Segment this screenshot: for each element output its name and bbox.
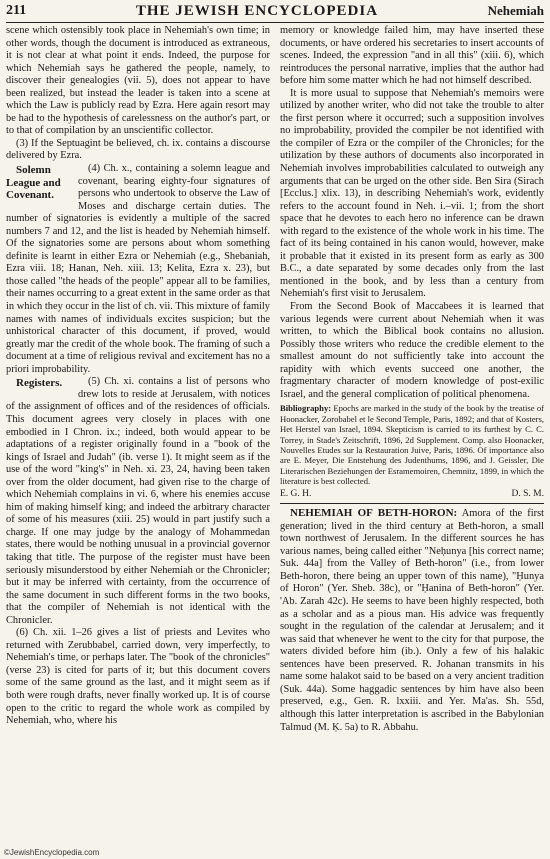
running-header — [6, 0, 544, 23]
sidenote-solemn-league: Solemn League and Covenant. — [6, 164, 61, 202]
bibliography-text: Epochs are marked in the study of the book by the treatise of Hoonacker, Zorobabel et le Second Temple, Paris, 1892; and that of Kosters, Het Herstel van Israel, 1894. Skepticism is carried to its furthest by C. C. Torrey, in Stade's Zeitschrift, 1896, 2d Supplement. Comp. also Hoonacker, Nouvelles Etudes sur la Restauration Juive, Paris, 1896. Of importance also are E. Meyer, Die Entstehung des Judenthums, 1896, and J. Geissler, Die Literarischen Beziehungen der Esramemoiren, Chemnitz, 1899, in which the literature is best collected. — [280, 403, 544, 487]
article-heading: NEHEMIAH OF BETH-HORON: — [290, 507, 458, 520]
footer-credit[interactable]: ©JewishEncyclopedia.com — [4, 848, 100, 857]
paragraph: It is more usual to suppose that Nehemiah's memoirs were utilized by another writer, who did not take the trouble to alter the first person where it occurred; such a supposition involves no improbability, provided the compiler be not identified with the compiler of Ezra or the compiler of the Chronicles; for the utilization by these authors of documents also incorporated in Nehemiah involves improbabilities calculated to outweigh any arguments that can be urged on the other side. Ben Sira (Sirach [Ecclus.] xlix. 13), in describing Nehemiah's work, evidently refers to the account found in Neh. i.–vii. 1; from the short space that he devotes to each hero no inference can be drawn with regard to the existence of the whole work in his time. The fact of its being contained in his canon would, however, make it probable that it existed in its present form as early as 300 B.C., a date separated by some decades only from the last mentioned in the book, and by less than a century from Nehemiah's first visit to Jerusalem. — [280, 87, 544, 300]
bibliography — [280, 403, 544, 486]
page-number: 211 — [6, 3, 27, 18]
divider — [280, 503, 544, 504]
bibliography-label: Bibliography: — [280, 403, 332, 414]
paragraph: (6) Ch. xii. 1–26 gives a list of priests and Levites who returned with Zerubbabel, carried down, very imperfectly, to Nehemiah's time, or perhaps later. The "book of the chronicles" (verse 23) is cited for parts of it; but this document covers some of the same ground as the last, and it might seem as if both were rough drafts, never finally worked up. It is of course open to the critic to regard the whole work as compiled by Nehemiah, who, where his — [6, 627, 270, 727]
paragraph-text: (5) Ch. xi. contains a list of persons who drew lots to reside at Jerusalem, with notices of the assignment of offices and of the residences of officials. This document agrees very closely in places with one embodied in I Chron. ix.; indeed, both would appear to be adaptations of a register originally found in a "book of the kings of Israel and Judah" (ib. verse 1). It might seem as if the use of the word "king's" in Neh. xi. 23, 24, having been taken over from the older document, had given rise to the charge of which Nehemiah complains in vi. 6, where his enemies accuse him of making himself king; and indeed the arbitrary character of some of his measures (xiii. 25) would in part justify such a charge. If one may judge by the analogy of Mohammedan states, there would be nothing unusual in a provincial governor taking that title. The purpose of the register must have been seriously misunderstood by either Nehemiah or the Chronicler; but it may be inferred with certainty, from the occurrence of the same document in such different forms in the two books, that the compiler of Nehemiah is not identical with the Chronicler. — [6, 376, 270, 626]
paragraph-text: (4) Ch. x., containing a solemn league and covenant, bearing eighty-four signatures of persons who undertook to observe the Law of Moses and discharge certain duties. The number of signatories is evidently a multiple of the sacred numbers 7 and 12, and the list is headed by Nehemiah himself. Of the signatories some are persons about whom something definite is learnt in either Ezra or Nehemiah (e.g., Shebaniah, Ezra viii. 18; Hanan, Neh. xiii. 13; Kelita, Ezra x. 23), but those called "the heads of the people" appear all to be families, their names occurring to a great extent in the same order as that in which they occur in the list of ch. vii. This mixture of family names with names of individuals excites suspicion; but the unhistorical character of this document, if proved, would greatly mar the credit of the whole book. The framing of such a document at a time of religious revival and excitement has no a priori improbability. — [6, 163, 270, 375]
article-paragraph — [280, 507, 544, 734]
paragraph-with-sidenote — [6, 163, 270, 376]
sidenote-registers: Registers. — [16, 377, 63, 390]
paragraph-text: Amora of the first generation; lived in the third century at Beth-horon, a small town northwest of Jerusalem. In the different sources he has various names, being called either "Neḥunya [his correct name; Suk. 44a] from the Valley of Beth-horon" (i.e., from lower Beth-horon, there being an upper town of this name), "Ḥunya of Horon" (Yer. Sheb. 38c), or "Ḥanina of Beth-horon" (Yer. 'Ab. Zarah 42c). He seems to have been highly respected, both as a scholar and as a pious man. His advice was frequently sought in the regulation of the calendar at Jerusalem; and it was said that whenever he went to the city for that purpose, the waters divided before him (ib.). Only a few of his halakic sentences have been preserved. R. Johanan transmits in his name some halakot said to be based on a very ancient tradition (Suk. 44a). Some haggadic sentences by him have also been preserved, e.g., Gen. R. lxxiii. and Yer. Ma'as. Sh. 55d, although this latter interpretation is ascribed in the Babylonian Talmud (M. Ḳ. 5a) to R. Abbahu. — [280, 508, 544, 733]
publication-title: THE JEWISH ENCYCLOPEDIA — [135, 2, 379, 19]
paragraph: scene which ostensibly took place in Nehemiah's own time; in other words, though the document is introduced as extraneous, it is not clear at what point it ends. Indeed, the purpose for which Nehemiah says he gathered the people, namely, to discover their genealogies (vii. 5), does not appear to have been realized, but instead the leader is taken into a scene at which the Law is publicly read by Ezra. Here again resort may be had to the hypothesis of carelessness on the author's part, or to that of compilation by an unscientific collector. — [6, 25, 270, 137]
left-column — [6, 25, 270, 835]
signature-left: E. G. H. — [280, 488, 312, 499]
running-word: Nehemiah — [487, 3, 544, 18]
paragraph-with-sidenote — [6, 376, 270, 627]
paragraph: (3) If the Septuagint be believed, ch. ix. contains a discourse delivered by Ezra. — [6, 137, 270, 162]
right-column — [280, 25, 544, 835]
paragraph: From the Second Book of Maccabees it is learned that various legends were current about Nehemiah when it was written, to which the Biblical book contains no allusion. Possibly those writers who reduce the credible element to the smallest amount do not sufficiently take into account the rapidity with which events succeed one another, the fragmentary character of modern knowledge of post-exilic Israel, and the general complication of political phenomena. — [280, 301, 544, 400]
paragraph: memory or knowledge failed him, may have inserted these documents, or have ordered his secretaries to insert accounts of scenes. Indeed, the expression "and in all this" (xiii. 6), which reintroduces the personal narrative, implies that the author had before him some matter which he had not himself described. — [280, 25, 544, 87]
signature-line — [280, 488, 544, 501]
signature-right: D. S. M. — [511, 488, 544, 499]
